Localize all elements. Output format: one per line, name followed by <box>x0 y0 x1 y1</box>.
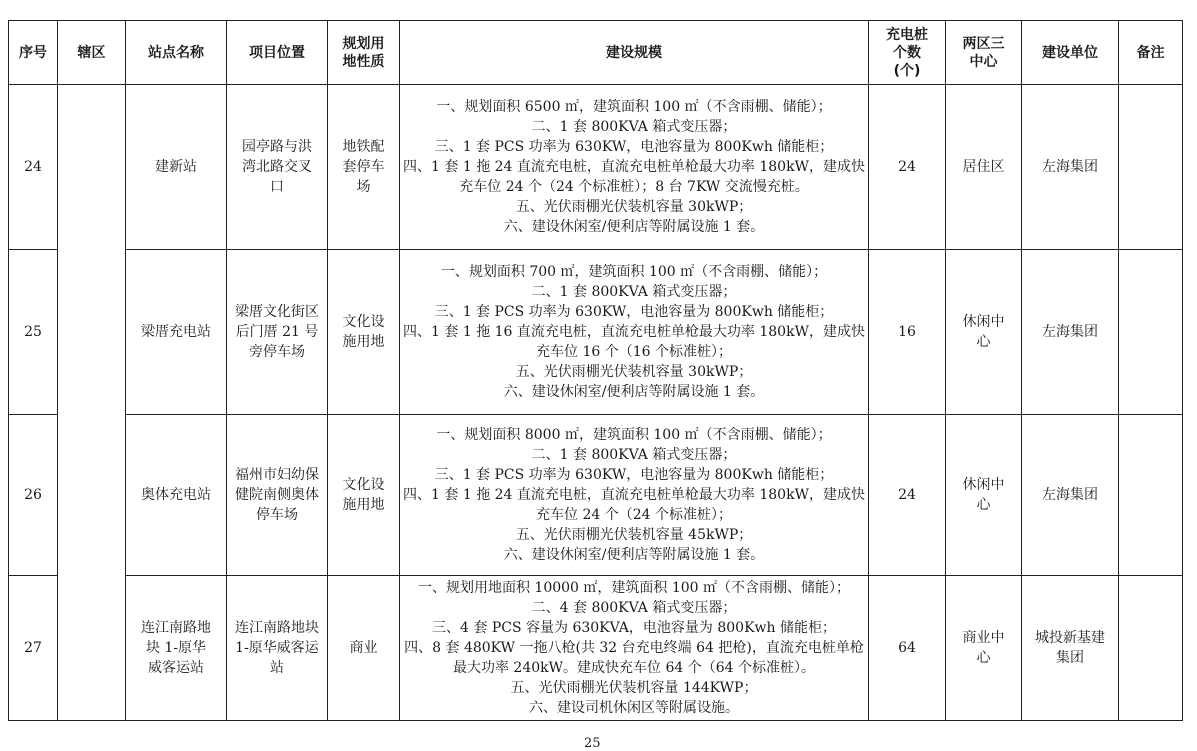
seq-cell: 25 <box>9 250 58 415</box>
location-cell: 梁厝文化街区后门厝 21 号旁停车场 <box>227 250 328 415</box>
scale-line: 四、1 套 1 拖 24 直流充电桩，直流充电桩单枪最大功率 180kW，建成快充车位 24 个（24 个标准桩）； <box>403 487 865 523</box>
remark-cell <box>1119 415 1183 576</box>
seq-cell: 27 <box>9 576 58 721</box>
header-cell: 序号 <box>9 21 58 85</box>
builder-cell: 左海集团 <box>1022 250 1119 415</box>
header-cell: 两区三中心 <box>946 21 1022 85</box>
scale-line: 六、建设休闲室/便利店等附属设施 1 套。 <box>503 219 765 235</box>
chargers-cell: 64 <box>869 576 946 721</box>
district-cell <box>58 85 126 721</box>
scale-cell <box>400 85 869 250</box>
table-row <box>9 85 1183 250</box>
scale-line: 四、1 套 1 拖 24 直流充电桩，直流充电桩单枪最大功率 180kW，建成快充车位 24 个（24 个标准桩）；8 台 7KW 交流慢充桩。 <box>403 159 865 195</box>
station-cell: 连江南路地块 1-原华威客运站 <box>126 576 227 721</box>
scale-line: 三、1 套 PCS 功率为 630KW，电池容量为 800Kwh 储能柜； <box>434 304 834 320</box>
scale-line: 五、光伏雨棚光伏装机容量 30kWP； <box>515 364 753 380</box>
table-row <box>9 415 1183 576</box>
builder-cell: 左海集团 <box>1022 415 1119 576</box>
chargers-cell: 24 <box>869 85 946 250</box>
chargers-cell: 24 <box>869 415 946 576</box>
charging-station-table <box>8 20 1183 721</box>
header-cell: 项目位置 <box>227 21 328 85</box>
remark-cell <box>1119 576 1183 721</box>
header-cell: 规划用地性质 <box>328 21 400 85</box>
remark-cell <box>1119 85 1183 250</box>
scale-line: 四、1 套 1 拖 16 直流充电桩，直流充电桩单枪最大功率 180kW，建成快充车位 16 个（16 个标准桩）； <box>403 324 865 360</box>
builder-cell: 左海集团 <box>1022 85 1119 250</box>
header-cell: 建设单位 <box>1022 21 1119 85</box>
scale-line: 四、8 套 480KW 一拖八枪(共 32 台充电终端 64 把枪)，直流充电桩单枪最大功率 240kW。建成快充车位 64 个（64 个标准桩）。 <box>404 640 864 676</box>
scale-line: 二、4 套 800KVA 箱式变压器； <box>531 600 737 616</box>
station-cell: 建新站 <box>126 85 227 250</box>
zone-cell: 居住区 <box>946 85 1022 250</box>
scale-line: 一、规划面积 700 ㎡，建筑面积 100 ㎡（不含雨棚、储能）； <box>440 264 828 280</box>
table-row <box>9 576 1183 721</box>
seq-cell: 26 <box>9 415 58 576</box>
scale-line: 一、规划用地面积 10000 ㎡，建筑面积 100 ㎡（不含雨棚、储能）； <box>417 580 851 596</box>
chargers-cell: 16 <box>869 250 946 415</box>
table-header-row <box>9 21 1183 85</box>
scale-line: 三、4 套 PCS 容量为 630KVA，电池容量为 800Kwh 储能柜； <box>432 620 836 636</box>
station-cell: 梁厝充电站 <box>126 250 227 415</box>
zone-cell: 休闲中心 <box>946 250 1022 415</box>
header-cell: 建设规模 <box>400 21 869 85</box>
scale-line: 一、规划面积 8000 ㎡，建筑面积 100 ㎡（不含雨棚、储能）； <box>436 427 832 443</box>
land-use-cell: 文化设施用地 <box>328 250 400 415</box>
scale-line: 三、1 套 PCS 功率为 630KW，电池容量为 800Kwh 储能柜； <box>434 139 834 155</box>
header-cell: 辖区 <box>58 21 126 85</box>
page-number: 25 <box>584 736 601 751</box>
header-cell: 充电桩个数(个) <box>869 21 946 85</box>
location-cell: 园亭路与洪湾北路交叉口 <box>227 85 328 250</box>
zone-cell: 休闲中心 <box>946 415 1022 576</box>
location-cell: 福州市妇幼保健院南侧奥体停车场 <box>227 415 328 576</box>
zone-cell: 商业中心 <box>946 576 1022 721</box>
land-use-cell: 地铁配套停车场 <box>328 85 400 250</box>
scale-line: 六、建设休闲室/便利店等附属设施 1 套。 <box>503 384 765 400</box>
builder-cell: 城投新基建集团 <box>1022 576 1119 721</box>
header-cell: 站点名称 <box>126 21 227 85</box>
scale-cell <box>400 250 869 415</box>
station-cell: 奥体充电站 <box>126 415 227 576</box>
location-cell: 连江南路地块 1-原华威客运站 <box>227 576 328 721</box>
scale-line: 二、1 套 800KVA 箱式变压器； <box>531 119 737 135</box>
scale-line: 一、规划面积 6500 ㎡，建筑面积 100 ㎡（不含雨棚、储能）； <box>436 99 832 115</box>
scale-line: 五、光伏雨棚光伏装机容量 144KWP； <box>510 680 758 696</box>
header-cell: 备注 <box>1119 21 1183 85</box>
scale-line: 三、1 套 PCS 功率为 630KW，电池容量为 800Kwh 储能柜； <box>434 467 834 483</box>
table-row <box>9 250 1183 415</box>
scale-line: 五、光伏雨棚光伏装机容量 45kWP； <box>515 527 753 543</box>
scale-line: 二、1 套 800KVA 箱式变压器； <box>531 284 737 300</box>
land-use-cell: 商业 <box>328 576 400 721</box>
scale-line: 五、光伏雨棚光伏装机容量 30kWP； <box>515 199 753 215</box>
remark-cell <box>1119 250 1183 415</box>
scale-cell <box>400 415 869 576</box>
seq-cell: 24 <box>9 85 58 250</box>
scale-line: 二、1 套 800KVA 箱式变压器； <box>531 447 737 463</box>
land-use-cell: 文化设施用地 <box>328 415 400 576</box>
scale-cell <box>400 576 869 721</box>
scale-line: 六、建设司机休闲区等附属设施。 <box>529 700 739 716</box>
scale-line: 六、建设休闲室/便利店等附属设施 1 套。 <box>503 547 765 563</box>
